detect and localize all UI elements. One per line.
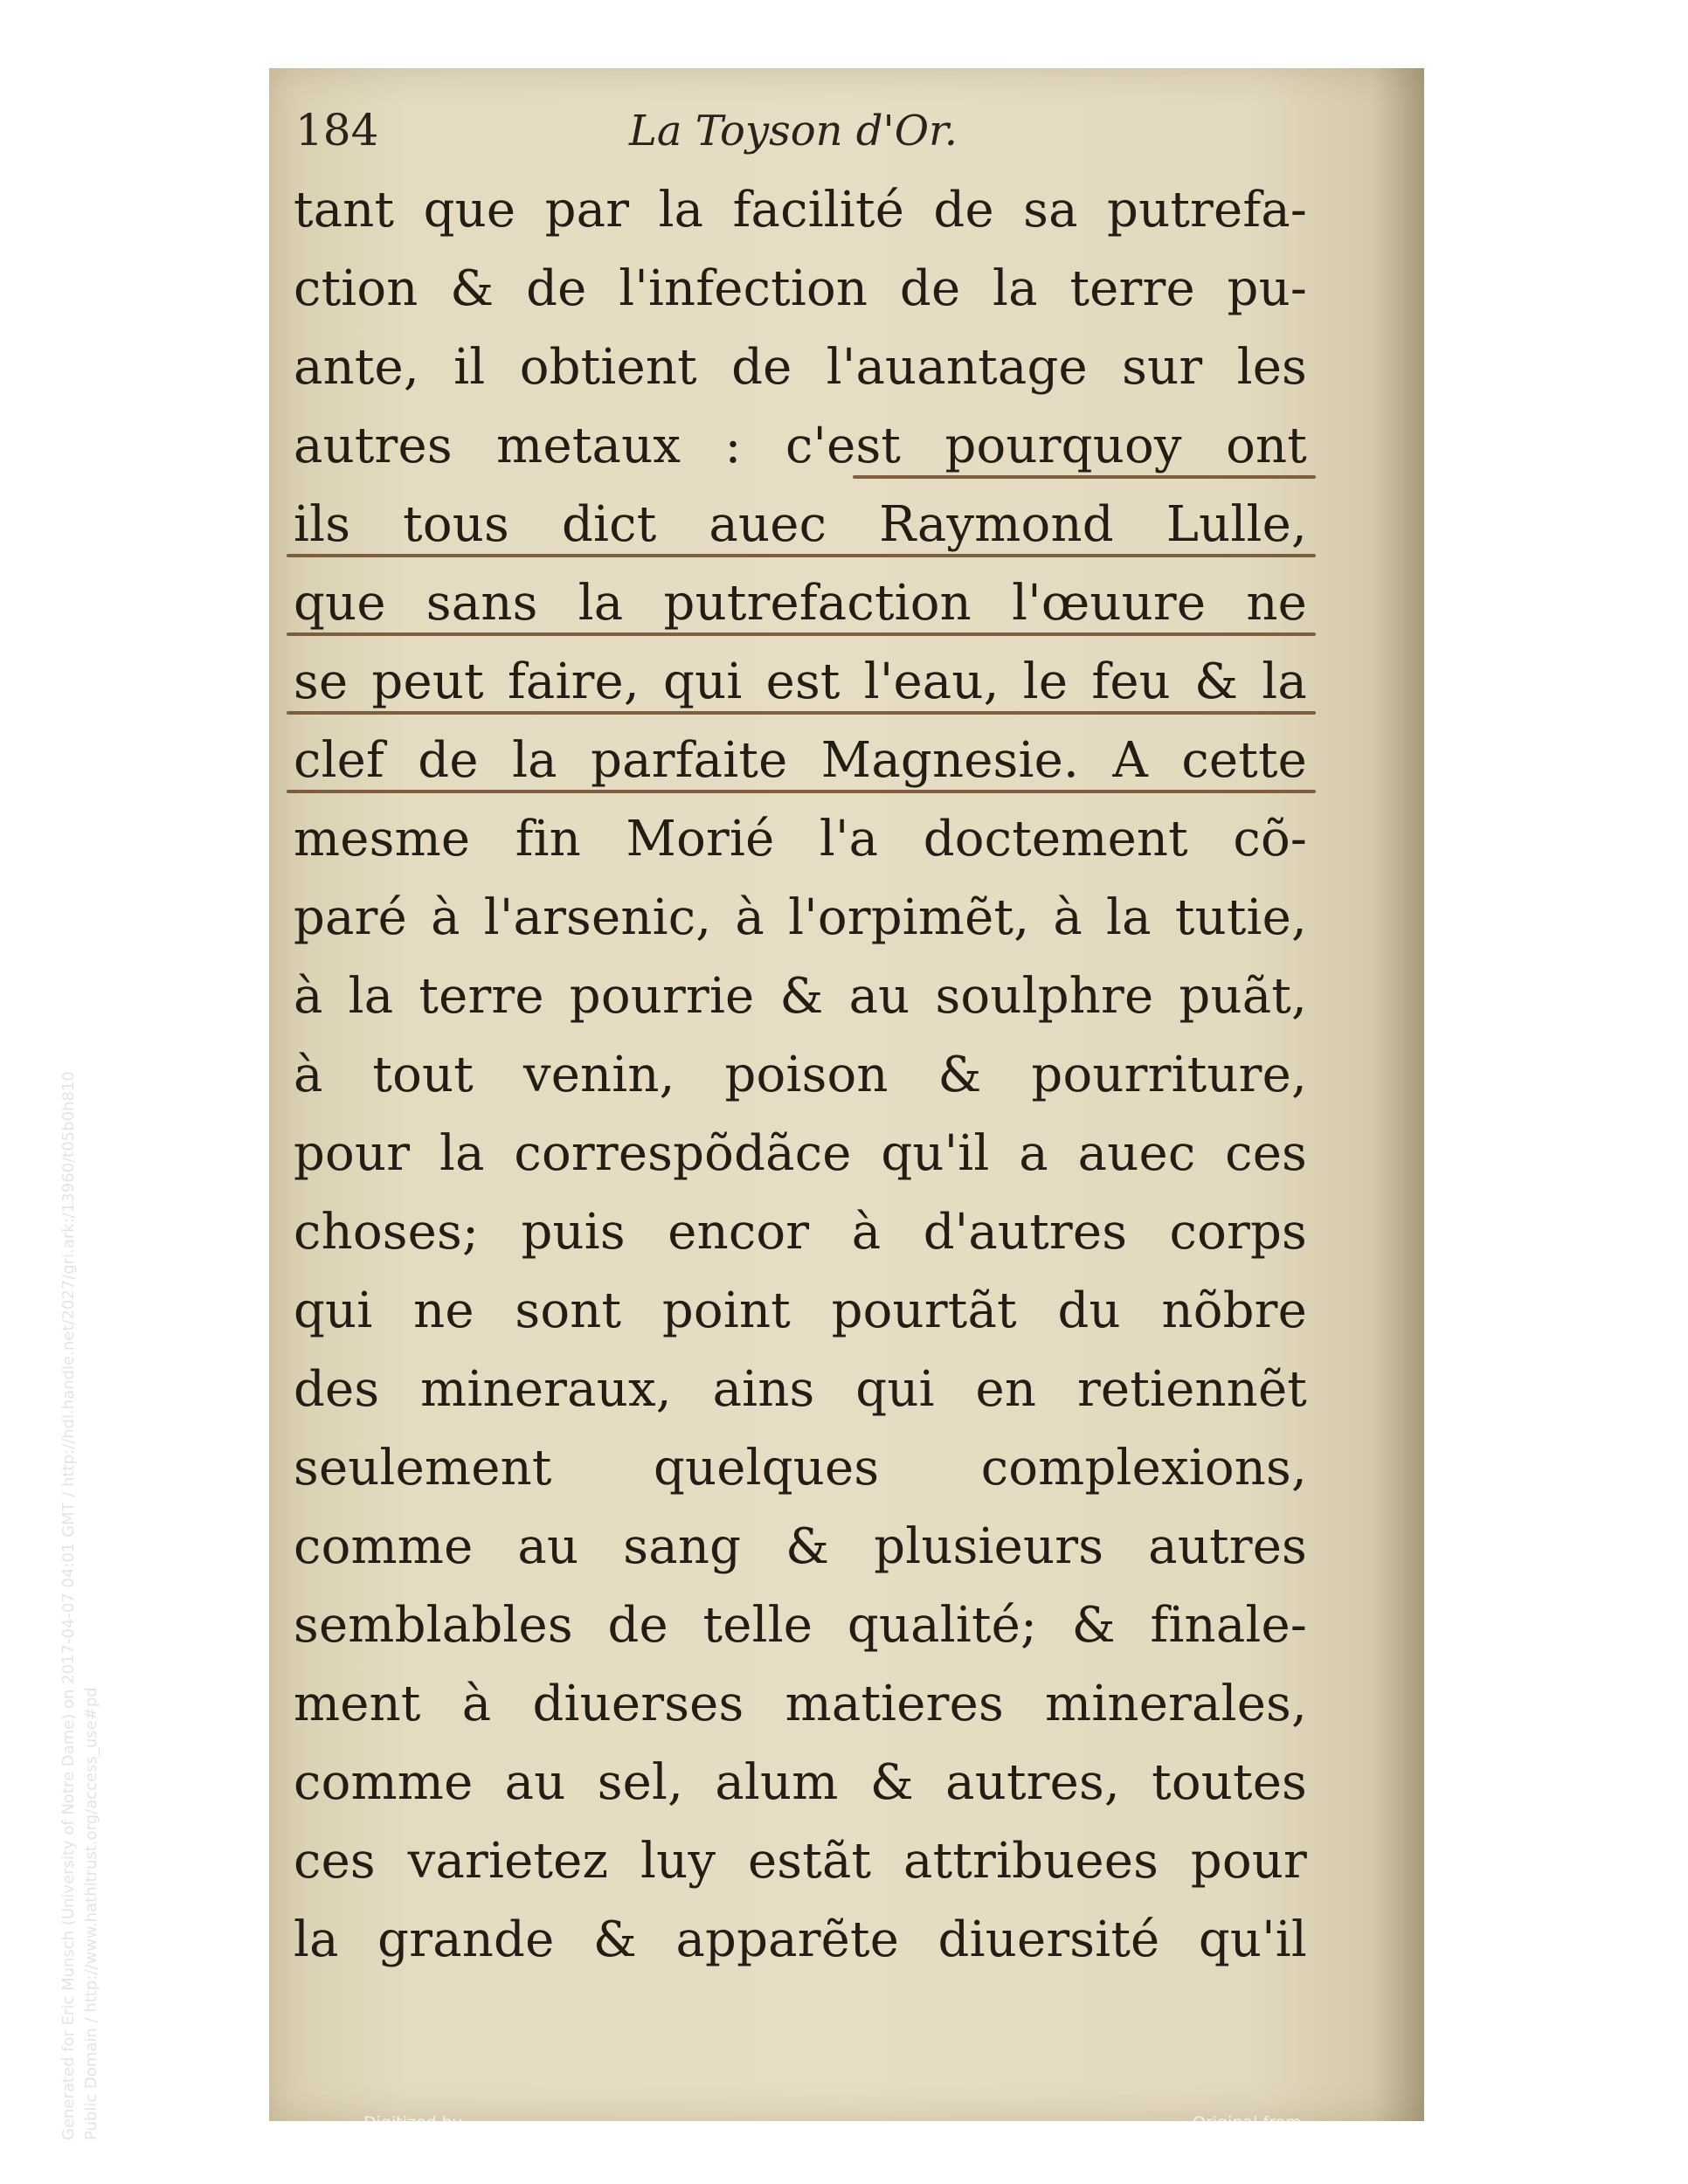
text-line-text: que sans la putrefaction l'œuure ne xyxy=(294,575,1307,632)
text-line: à tout venin, poison & pourriture, xyxy=(294,1047,1307,1103)
text-line-underlined xyxy=(294,722,1307,800)
watermark-line: Public Domain / http://www.hathitrust.org/access_use#pd xyxy=(82,1687,100,2140)
text-line: ment à diuerses matieres minerales, xyxy=(294,1676,1307,1732)
text-line-underlined xyxy=(294,486,1307,564)
text-line: des mineraux, ains qui en retiennẽt xyxy=(294,1361,1307,1418)
underline-mark xyxy=(287,554,1316,557)
text-line-text: ils tous dict auec Raymond Lulle, xyxy=(294,496,1307,553)
text-line: ces varietez luy estãt attribuees pour xyxy=(294,1833,1307,1890)
text-line: comme au sang & plusieurs autres xyxy=(294,1518,1307,1575)
text-line: à la terre pourrie & au soulphre puãt, xyxy=(294,968,1307,1025)
page-number: 184 xyxy=(295,105,379,156)
text-line: semblables de telle qualité; & finale- xyxy=(294,1597,1307,1654)
text-line-text: clef de la parfaite Magnesie. A cette xyxy=(294,732,1307,789)
text-line-underlined xyxy=(294,407,1307,486)
scanned-book-page xyxy=(269,68,1498,2168)
text-line: paré à l'arsenic, à l'orpimẽt, à la tutie, xyxy=(294,889,1307,946)
text-line-text: se peut faire, qui est l'eau, le feu & la xyxy=(294,653,1307,710)
digitized-by-label: Digitized by xyxy=(363,2113,463,2132)
underline-mark xyxy=(287,711,1316,715)
body-text xyxy=(294,171,1307,1980)
text-line: tant que par la facilité de sa putrefa- xyxy=(294,182,1307,238)
text-line: ante, il obtient de l'auantage sur les xyxy=(294,339,1307,396)
text-line: mesme fin Morié l'a doctement cõ- xyxy=(294,811,1307,867)
text-line: seulement quelques complexions, xyxy=(294,1440,1307,1496)
hathitrust-side-watermark xyxy=(58,795,103,2140)
running-title: La Toyson d'Or. xyxy=(629,107,958,156)
getty-institute-logo-text: THE GETTY RESEARCH INSTITUTE xyxy=(1049,2139,1498,2168)
underline-mark xyxy=(287,632,1316,636)
running-head xyxy=(295,105,1291,171)
text-line-underlined xyxy=(294,564,1307,643)
original-from-label: Original from xyxy=(1193,2113,1302,2132)
text-line: comme au sel, alum & autres, toutes xyxy=(294,1754,1307,1811)
text-line-text: autres metaux : c'est pourquoy ont xyxy=(294,418,1307,474)
text-line: choses; puis encor à d'autres corps xyxy=(294,1204,1307,1261)
text-line: la grande & apparẽte diuersité qu'il xyxy=(294,1911,1307,1968)
text-line: pour la correspõdãce qu'il a auec ces xyxy=(294,1125,1307,1182)
text-line: ction & de l'infection de la terre pu- xyxy=(294,260,1307,317)
text-line: qui ne sont point pourtãt du nõbre xyxy=(294,1282,1307,1339)
internet-archive-logo-text: INTERNET ARCHIVE xyxy=(288,2139,548,2168)
watermark-line: Generated for Eric Munsch (University of Notre Dame) on 2017-04-07 04:01 GMT / http://hdl.handle.net/2027/gri.ark:/13960/t05b0h810 xyxy=(59,1071,78,2140)
underline-mark xyxy=(853,475,1316,479)
underline-mark xyxy=(287,790,1316,793)
text-line-underlined xyxy=(294,643,1307,722)
